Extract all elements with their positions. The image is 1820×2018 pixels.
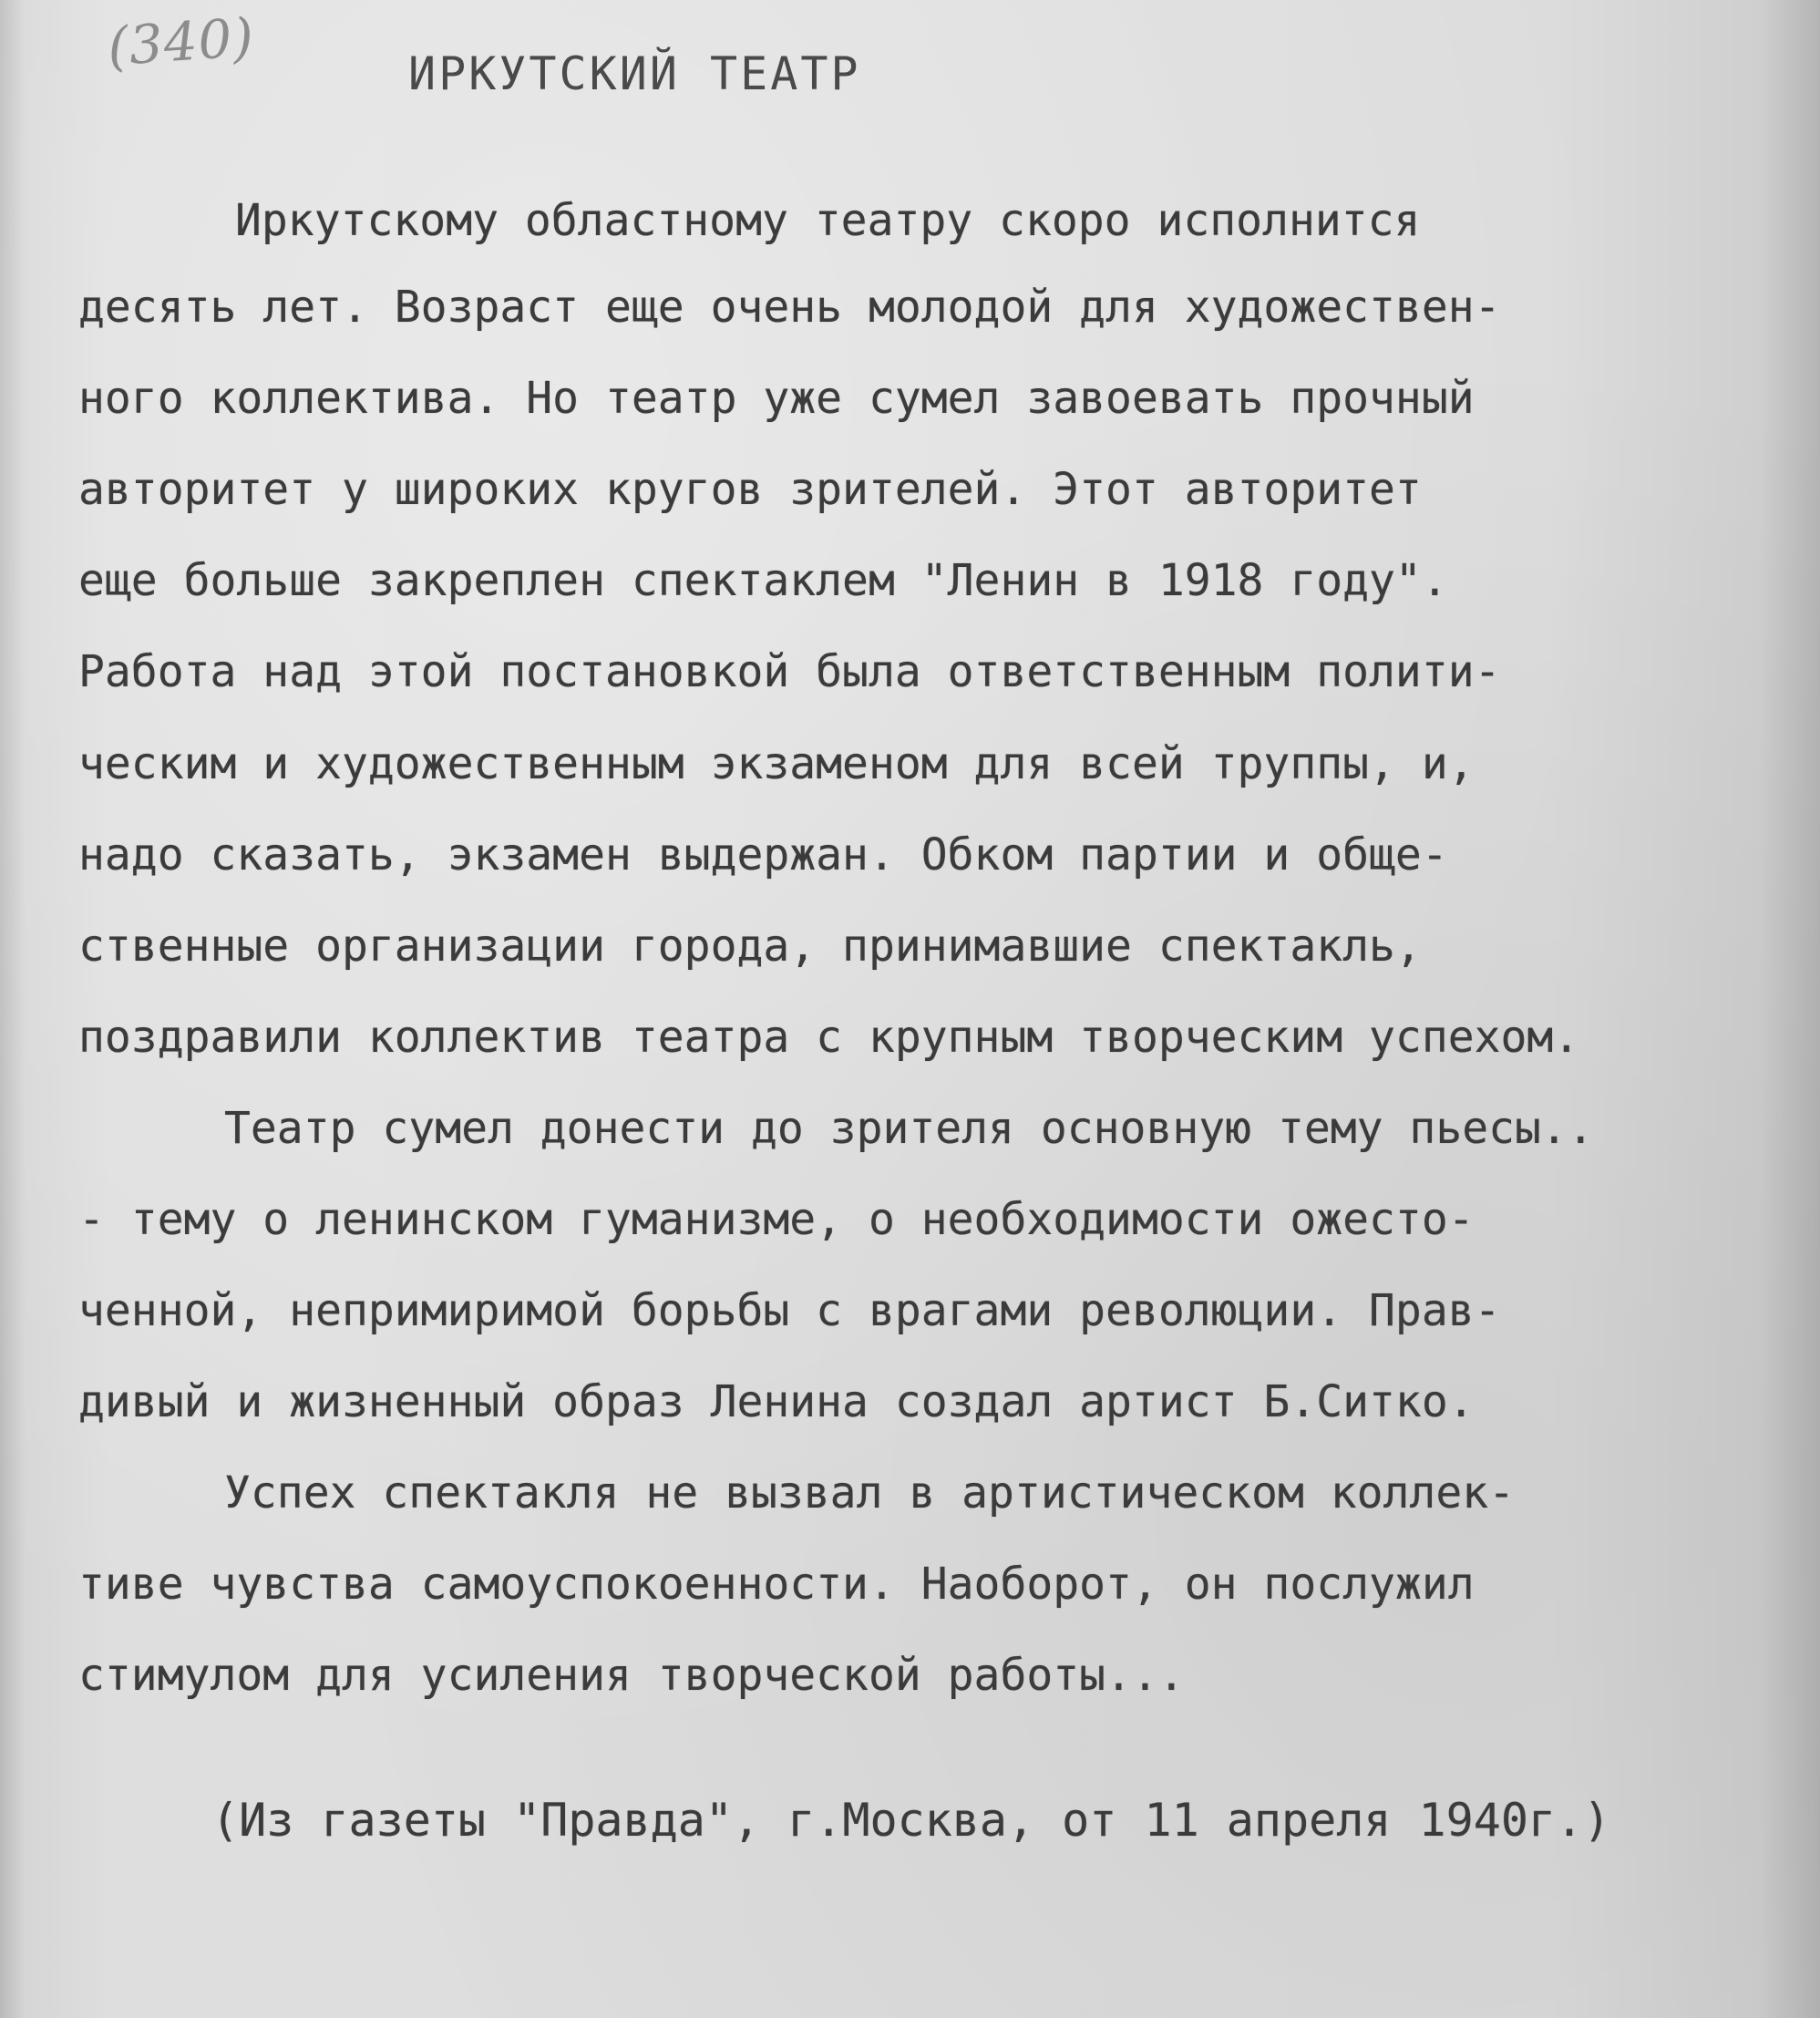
text-line: авторитет у широких кругов зрителей. Этот авторитет [78,464,1422,515]
text-line: дивый и жизненный образ Ленина создал артист Б.Ситко. [78,1376,1475,1427]
text-line: поздравили коллектив театра с крупным творческим успехом. [78,1012,1580,1063]
text-line: Театр сумел донести до зрителя основную тему пьесы.. [224,1103,1594,1154]
text-line: стимулом для усиления творческой работы... [78,1650,1185,1701]
text-line: надо сказать, экзамен выдержан. Обком партии и обще- [78,829,1448,880]
text-line: Иркутскому областному театру скоро исполнится [235,195,1421,246]
text-line: Работа над этой постановкой была ответственным полити- [78,646,1501,697]
text-line: ческим и художественным экзаменом для всей труппы, и, [78,738,1475,789]
text-line: десять лет. Возраст еще очень молодой для художествен- [78,282,1501,333]
text-line: ного коллектива. Но театр уже сумел завоевать прочный [78,373,1475,424]
text-line: ченной, непримиримой борьбы с врагами революции. Прав- [78,1285,1501,1336]
text-line: тиве чувства самоуспокоенности. Наоборот, он послужил [78,1559,1475,1610]
source-citation: (Из газеты "Правда", г.Москва, от 11 апреля 1940г.) [211,1794,1611,1847]
text-line: ственные организации города, принимавшие спектакль, [78,921,1422,972]
text-line: Успех спектакля не вызвал в артистическом коллек- [224,1467,1516,1519]
text-line: еще больше закреплен спектаклем "Ленин в 1918 году". [78,555,1448,606]
archive-margin-note: (340) [105,5,257,78]
text-line: - тему о ленинском гуманизме, о необходимости ожесто- [78,1194,1475,1245]
document-title: ИРКУТСКИЙ ТЕАТР [408,47,861,100]
